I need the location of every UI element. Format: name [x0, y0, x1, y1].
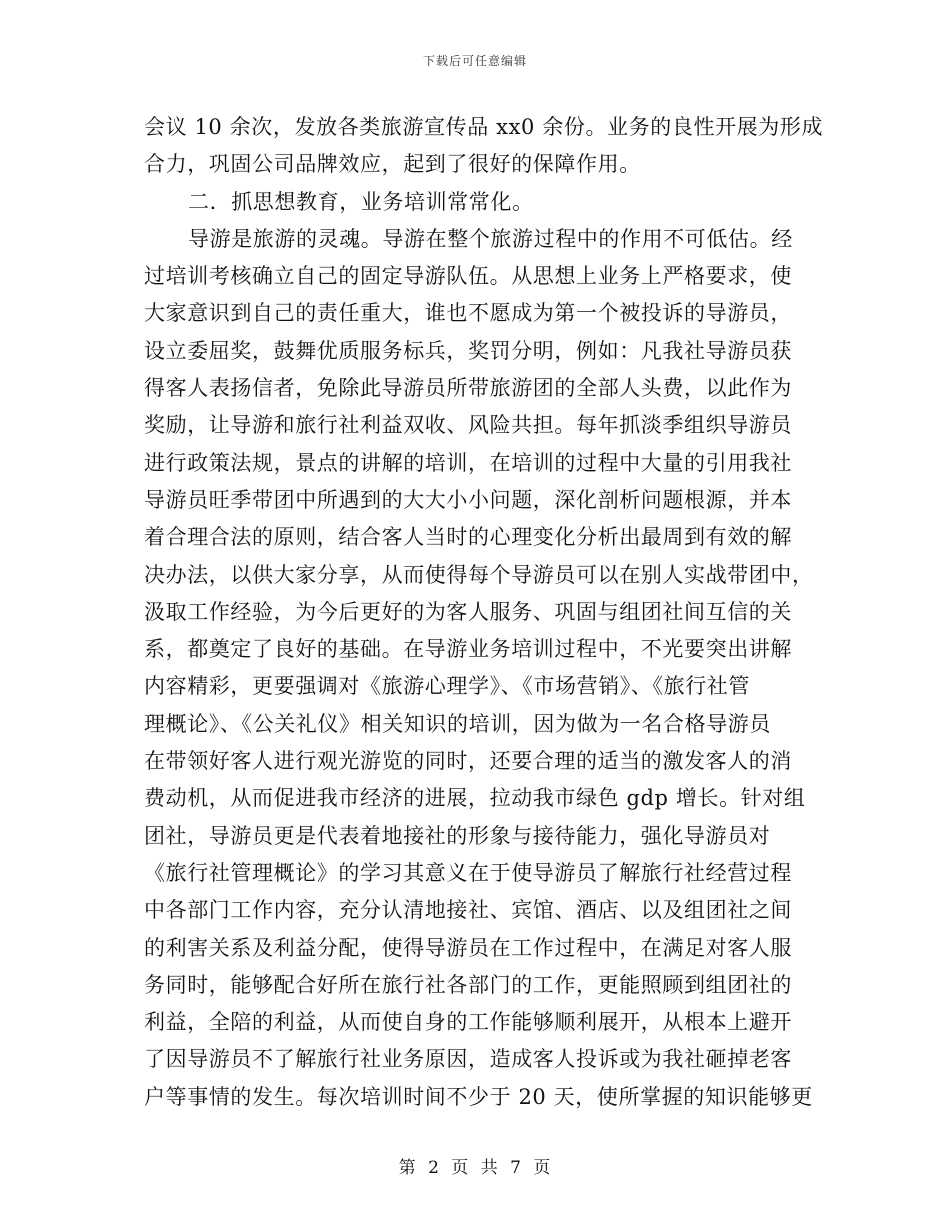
text-line: 在带领好客人进行观光游览的同时，还要合理的适当的激发客人的消	[144, 749, 792, 774]
text-line: 会议 10 余次，发放各类旅游宣传品 xx0 余份。业务的良性开展为形成	[144, 115, 824, 139]
text-line: 得客人表扬信者，免除此导游员所带旅游团的全部人头费，以此作为	[144, 376, 792, 401]
text-line: 《旅行社管理概论》的学习其意义在于使导游员了解旅行社经营过程	[144, 860, 792, 885]
text-line: 合力，巩固公司品牌效应，起到了很好的保障作用。	[144, 152, 641, 177]
text-line: 的利害关系及利益分配，使得导游员在工作过程中，在满足对客人服	[144, 935, 792, 960]
text-line: 理概论》、《公关礼仪》相关知识的培训，因为做为一名合格导游员	[144, 711, 771, 736]
text-line: 汲取工作经验，为今后更好的为客人服务、巩固与组团社间互信的关	[144, 599, 792, 624]
text-line: 团社，导游员更是代表着地接社的形象与接待能力，强化导游员对	[144, 823, 771, 848]
paragraph-first-line: 导游是旅游的灵魂。导游在整个旅游过程中的作用不可低估。经	[188, 226, 793, 251]
text-line: 决办法，以供大家分享，从而使得每个导游员可以在别人实战带团中，	[144, 562, 814, 587]
text-line: 户等事情的发生。每次培训时间不少于 20 天，使所掌握的知识能够更	[144, 1084, 813, 1109]
text-line: 大家意识到自己的责任重大，谁也不愿成为第一个被投诉的导游员，	[144, 301, 792, 326]
text-line: 务同时，能够配合好所在旅行社各部门的工作，更能照顾到组团社的	[144, 972, 792, 997]
text-line: 着合理合法的原则，结合客人当时的心理变化分析出最周到有效的解	[144, 525, 792, 550]
text-line: 内容精彩，更要强调对《旅游心理学》、《市场营销》、《旅行社管	[144, 674, 750, 699]
text-line: 进行政策法规，景点的讲解的培训，在培训的过程中大量的引用我社	[144, 450, 792, 475]
text-line: 导游员旺季带团中所遇到的大大小小问题，深化剖析问题根源，并本	[144, 487, 792, 512]
document-body	[144, 109, 824, 1116]
page-header-note: 下载后可任意编辑	[422, 54, 527, 68]
text-line: 过培训考核确立自己的固定导游队伍。从思想上业务上严格要求，使	[144, 264, 792, 289]
text-line: 设立委屈奖，鼓舞优质服务标兵，奖罚分明，例如：凡我社导游员获	[144, 338, 792, 363]
text-line: 奖励，让导游和旅行社利益双收、风险共担。每年抓淡季组织导游员	[144, 413, 792, 438]
text-line: 费动机，从而促进我市经济的进展，拉动我市绿色 gdp 增长。针对组	[144, 786, 806, 811]
text-line: 中各部门工作内容，充分认清地接社、宾馆、酒店、以及组团社之间	[144, 898, 792, 923]
section-heading: 二．抓思想教育，业务培训常常化。	[188, 189, 534, 214]
text-line: 了因导游员不了解旅行社业务原因，造成客人投诉或为我社砸掉老客	[144, 1047, 792, 1072]
page-number: 第 2 页 共 7 页	[398, 1158, 552, 1178]
text-line: 利益，全陪的利益，从而使自身的工作能够顺利展开，从根本上避开	[144, 1010, 792, 1035]
text-line: 系，都奠定了良好的基础。在导游业务培训过程中，不光要突出讲解	[144, 637, 792, 662]
